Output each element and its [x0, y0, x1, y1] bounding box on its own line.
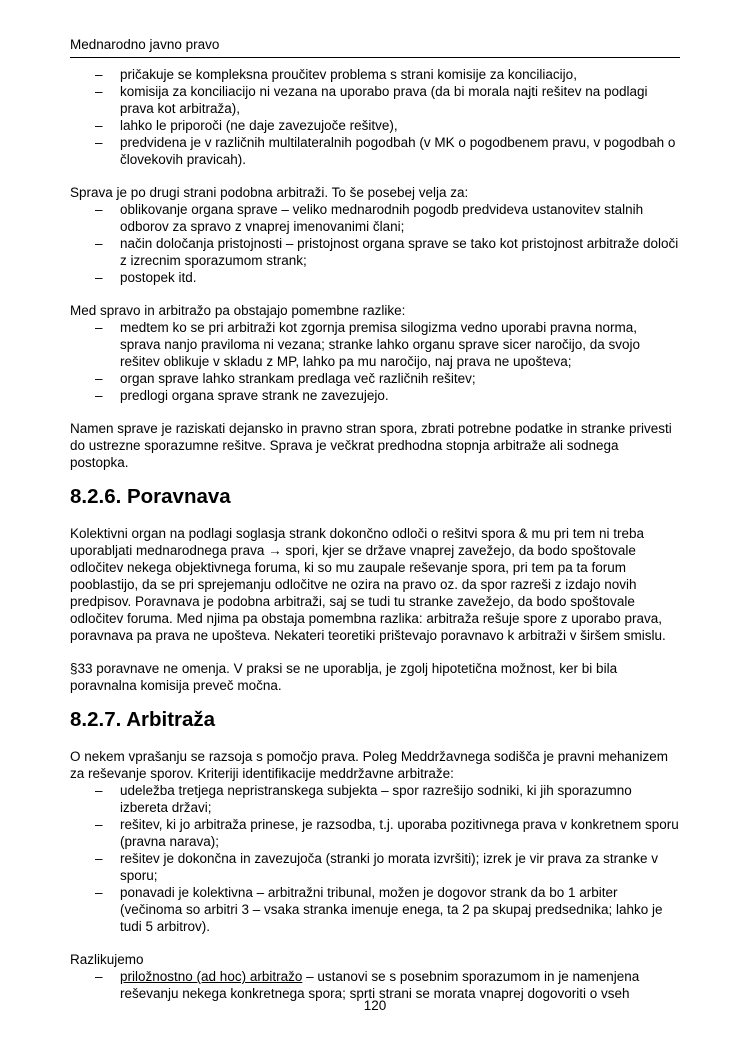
section-heading-826: 8.2.6. Poravnava — [70, 485, 231, 508]
running-header-title: Mednarodno javno pravo — [70, 37, 220, 52]
list-item — [70, 269, 680, 286]
adhoc-underlined-term: priložnostno (ad hoc) arbitražo — [120, 969, 303, 984]
list-item-text: rešitev je dokončna in zavezujoča (stranki jo morata izvršiti); izrek je vir prava za stranke v sporu; — [120, 851, 658, 883]
list-item-text: organ sprave lahko strankam predlaga več različnih rešitev; — [120, 371, 476, 386]
dash-bullet: – — [95, 202, 103, 217]
list-item — [70, 319, 680, 370]
dash-bullet: – — [95, 371, 103, 386]
dash-bullet: – — [95, 84, 103, 99]
razlike-list — [70, 319, 680, 404]
list-item — [70, 117, 680, 134]
list-item-text: oblikovanje organa sprave – veliko mednarodnih pogodb predvideva ustanovitev stalnih odborov za spravo z vnaprej imenovanimi člani; — [120, 202, 644, 234]
list-item-text: ponavadi je kolektivna – arbitražni tribunal, možen je dogovor strank da bo 1 arbiter (večinoma so arbitri 3 – vsaka stranka imenuje enega, ta 2 pa skupaj predsednika; lahko je tudi 5 arbitrov). — [120, 885, 663, 934]
sprava-list — [70, 201, 680, 286]
dash-bullet: – — [95, 118, 103, 133]
list-item-text: udeležba tretjega nepristranskega subjekta – spor razrešijo sodniki, ki jih sporazumno izbereta državi; — [120, 783, 632, 815]
list-item — [70, 850, 680, 884]
razlikujemo-paragraph: Razlikujemo — [70, 952, 144, 967]
conciliation-list — [70, 66, 680, 168]
list-item-text: rešitev, ki jo arbitraža prinese, je razsodba, t.j. uporaba pozitivnega prava v konkretnem sporu (pravna narava); — [120, 817, 679, 849]
list-item — [70, 370, 680, 387]
list-item — [70, 201, 680, 235]
dash-bullet: – — [95, 851, 103, 866]
list-item-text: predlogi organa sprave strank ne zavezujejo. — [120, 388, 389, 403]
arbitraza-list — [70, 782, 680, 935]
list-item — [70, 387, 680, 404]
arbitraza-intro-paragraph: O nekem vprašanju se razsoja s pomočjo prava. Poleg Meddržavnega sodišča je pravni mehanizem za reševanje sporov. Kriteriji identifikacije meddržavne arbitraže: — [70, 749, 669, 781]
dash-bullet: – — [95, 817, 103, 832]
list-item — [70, 235, 680, 269]
list-item-text: predvidena je v različnih multilateralnih pogodbah (v MK o pogodbenem pravu, v pogodbah o človekovih pravicah). — [120, 135, 676, 167]
page-content — [70, 36, 680, 1002]
list-item — [70, 884, 680, 935]
poravnava-paragraph: Kolektivni organ na podlagi soglasja strank dokončno odloči o rešitvi spora & mu pri tem ni treba uporabljati mednarodnega prava → spori, kjer se države vnaprej zavežejo, da bodo spoštovale odločitev nekega objektivnega foruma, ki so mu zaupale reševanje spora, pri tem pa ta forum pooblastijo, da se pri sprejemanju odločitve ne ozira na pravo oz. da spor razreši z izdajo novih predpisov. Poravnava je podobna arbitraži, saj se tudi tu stranke zavežejo, da bodo spoštovale odločitev foruma. Med njima pa obstaja pomembna razlika: arbitraža rešuje spore z uporabo prava, poravnava pa prava ne upošteva. Nekateri teoretiki prištevajo poravnavo k arbitraži v širšem smislu. — [70, 526, 666, 643]
running-header — [70, 36, 680, 58]
dash-bullet: – — [95, 135, 103, 150]
dash-bullet: – — [95, 236, 103, 251]
list-item-text: pričakuje se kompleksna proučitev problema s strani komisije za konciliacijo, — [120, 67, 577, 82]
list-item-text: način določanja pristojnosti – pristojnost organa sprave se tako kot pristojnost arbitraže določi z izrecnim sporazumom strank; — [120, 236, 679, 268]
list-item-text: medtem ko se pri arbitraži kot zgornja premisa silogizma vedno uporabi pravna norma, sprava nanjo praviloma ni vezana; stranke lahko organu sprave sicer naročijo, da svojo rešitev oblikuje v skladu z MP, lahko pa mu naročijo, naj prava ne upošteva; — [120, 320, 641, 369]
dash-bullet: – — [95, 969, 103, 984]
list-item-text: lahko le priporoči (ne daje zavezujoče rešitve), — [120, 118, 398, 133]
list-item-text: postopek itd. — [120, 270, 197, 285]
para-33: §33 poravnave ne omenja. V praksi se ne uporablja, je zgolj hipotetična možnost, ker bi bila poravnalna komisija preveč močna. — [70, 661, 618, 693]
list-item — [70, 782, 680, 816]
list-item-text: komisija za konciliacijo ni vezana na uporabo prava (da bi morala najti rešitev na podlagi prava kot arbitraža), — [120, 84, 648, 116]
page-footer — [0, 997, 750, 1014]
dash-bullet: – — [95, 388, 103, 403]
list-item — [70, 816, 680, 850]
page-number: 120 — [363, 998, 387, 1013]
sprava-intro-paragraph: Sprava je po drugi strani podobna arbitraži. To še posebej velja za: — [70, 185, 469, 200]
list-item — [70, 83, 680, 117]
dash-bullet: – — [95, 885, 103, 900]
dash-bullet: – — [95, 320, 103, 335]
dash-bullet: – — [95, 67, 103, 82]
list-item-text: – ustanovi se s posebnim sporazumom in je namenjena reševanju nekega konkretnega spora; sprti strani se morata vnaprej dogovoriti o vseh — [120, 969, 640, 1001]
dash-bullet: – — [95, 783, 103, 798]
section-heading-827: 8.2.7. Arbitraža — [70, 708, 216, 731]
list-item — [70, 134, 680, 168]
list-item — [70, 66, 680, 83]
dash-bullet: – — [95, 270, 103, 285]
namen-paragraph: Namen sprave je raziskati dejansko in pravno stran spora, zbrati potrebne podatke in stranke privesti do ustrezne sporazumne rešitve. Sprava je večkrat predhodna stopnja arbitraže ali sodnega postopka. — [70, 421, 672, 470]
razlike-intro-paragraph: Med spravo in arbitražo pa obstajajo pomembne razlike: — [70, 303, 406, 318]
